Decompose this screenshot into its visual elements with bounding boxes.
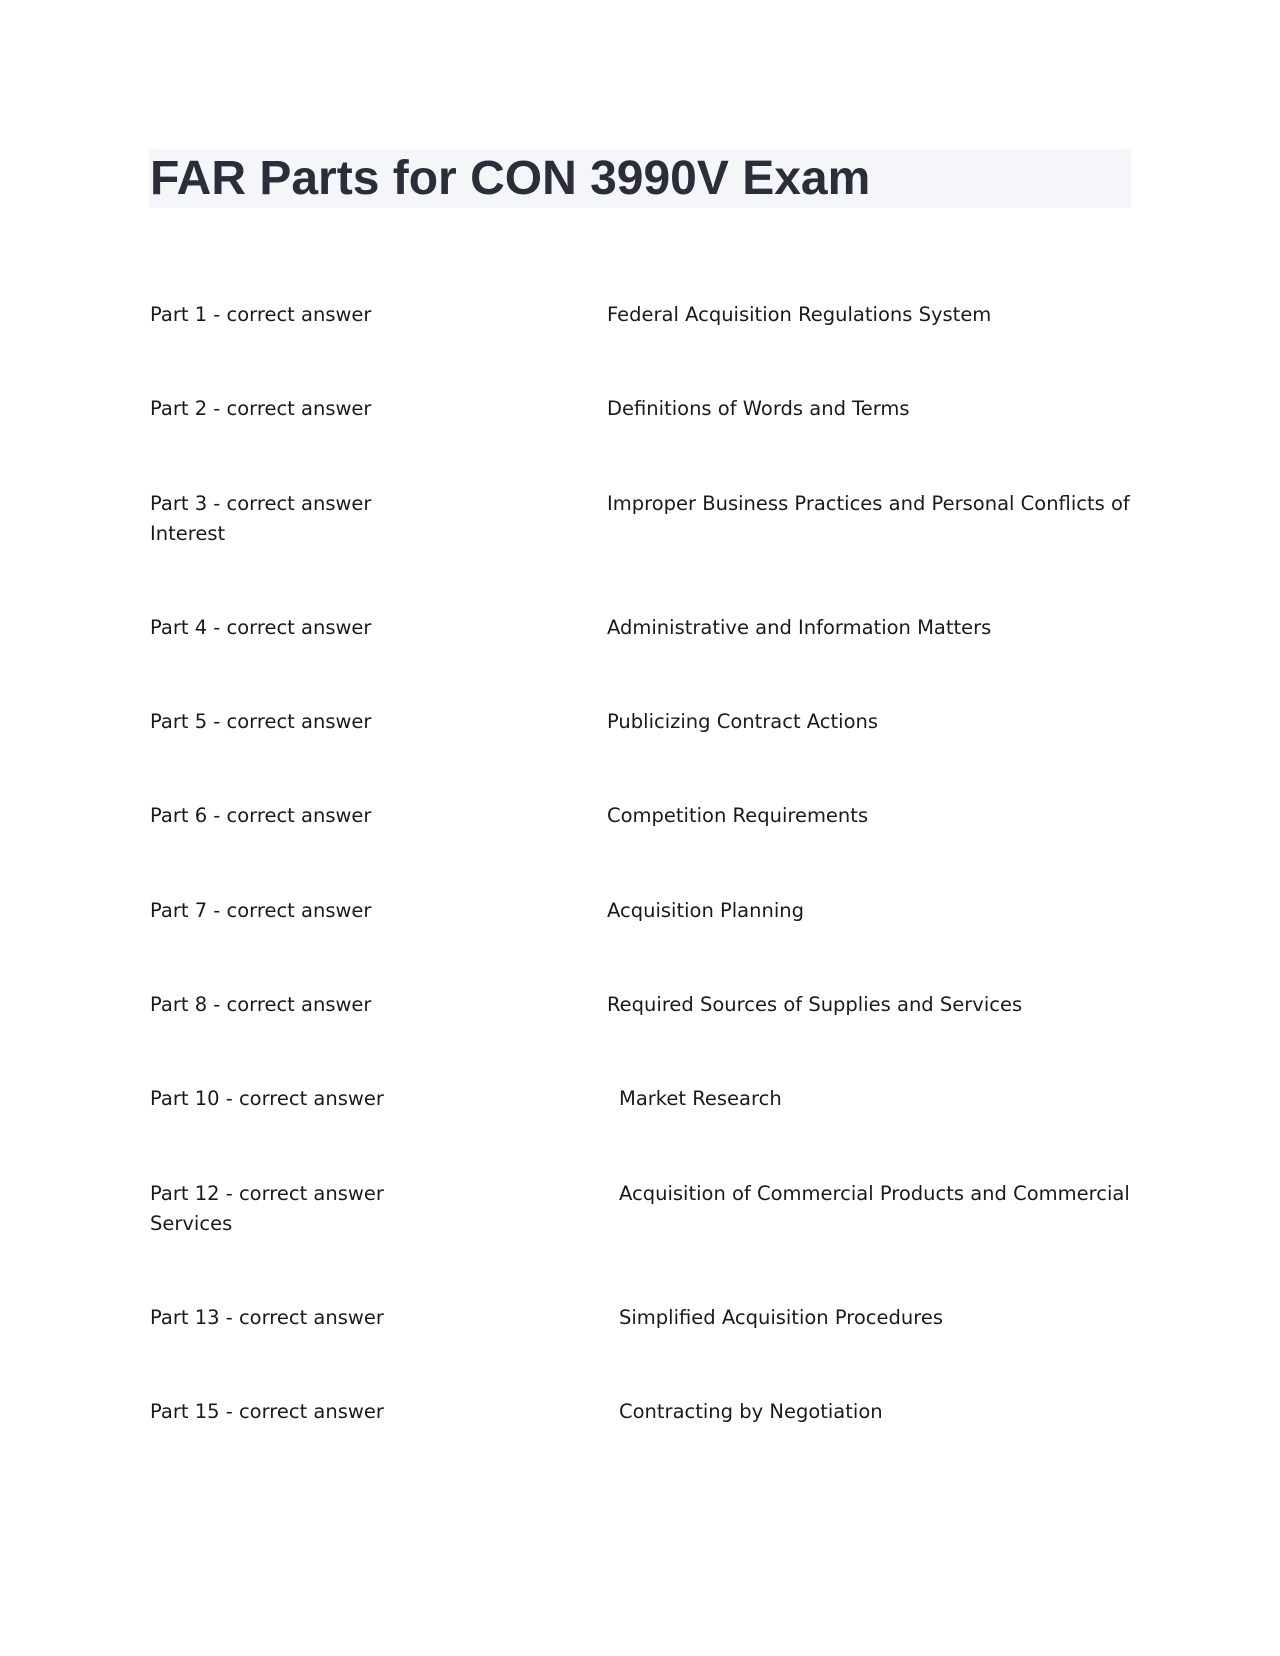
qa-answer: Administrative and Information Matters	[607, 616, 992, 639]
page-title: FAR Parts for CON 3990V Exam	[150, 152, 871, 205]
qa-answer: Improper Business Practices and Personal Conflicts of	[607, 492, 1130, 515]
qa-answer: Acquisition of Commercial Products and Commercial	[619, 1182, 1130, 1205]
qa-answer: Required Sources of Supplies and Services	[607, 993, 1023, 1016]
qa-answer: Competition Requirements	[607, 804, 869, 827]
qa-question: Part 5 - correct answer	[150, 710, 372, 733]
qa-question: Part 6 - correct answer	[150, 804, 372, 827]
qa-answer: Definitions of Words and Terms	[607, 397, 910, 420]
qa-answer: Market Research	[619, 1087, 782, 1110]
qa-answer-continuation: Interest	[150, 522, 226, 545]
qa-answer-continuation: Services	[150, 1212, 233, 1235]
qa-question: Part 1 - correct answer	[150, 303, 372, 326]
qa-question: Part 7 - correct answer	[150, 899, 372, 922]
qa-answer: Contracting by Negotiation	[619, 1400, 883, 1423]
qa-answer: Acquisition Planning	[607, 899, 804, 922]
qa-question: Part 13 - correct answer	[150, 1306, 384, 1329]
qa-question: Part 2 - correct answer	[150, 397, 372, 420]
qa-question: Part 12 - correct answer	[150, 1182, 384, 1205]
qa-answer: Federal Acquisition Regulations System	[607, 303, 992, 326]
qa-answer: Simplified Acquisition Procedures	[619, 1306, 943, 1329]
qa-question: Part 10 - correct answer	[150, 1087, 384, 1110]
qa-question: Part 4 - correct answer	[150, 616, 372, 639]
qa-question: Part 8 - correct answer	[150, 993, 372, 1016]
qa-question: Part 15 - correct answer	[150, 1400, 384, 1423]
qa-answer: Publicizing Contract Actions	[607, 710, 879, 733]
qa-question: Part 3 - correct answer	[150, 492, 372, 515]
